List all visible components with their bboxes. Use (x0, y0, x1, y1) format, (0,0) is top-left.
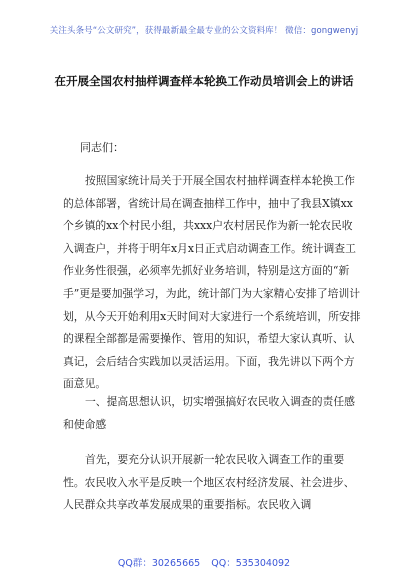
paragraph-1 (63, 170, 363, 396)
paragraph-2-text: 首先，要充分认识开展新一轮农民收入调查工作的重要性。农民收入水平是反映一个地区农村经济发展、社会进步、人民群众共享改革发展成果的重要指标。农民收入调 (63, 453, 355, 512)
paragraph-2 (63, 449, 363, 517)
footer-contact (0, 555, 408, 569)
footer-qq: QQ：535304092 (211, 558, 291, 569)
section-heading-1-text: 一、提高思想认识，切实增强搞好农民收入调查的责任感和使命感 (63, 395, 355, 431)
section-heading-1 (63, 391, 363, 436)
document-title: 在开展全国农村抽样调查样本轮换工作动员培训会上的讲话 (54, 74, 354, 88)
header-banner: 关注头条号“公文研究”，获得最新最全最专业的公文资料库！ 微信：gongwenyj (49, 26, 359, 36)
paragraph-1-text: 按照国家统计局关于开展全国农村抽样调查样本轮换工作的总体部署，省统计局在调查抽样工作中，抽中了我县X镇xx个乡镇的xx个村民小组，共xxx户农村居民作为新一轮农民收入调查户，并将于明年x月x日正式启动调查工作。统计调查工作业务性很强，必须率先抓好业务培训，特别是这方面的“新手”更是要加强学习，为此，统计部门为大家精心安排了培训计划，从今天开始利用x天时间对大家进行一个系统培训，所安排的课程全部都是需要操作、管用的知识，希望大家认真听、认真记，会后结合实践加以灵活运用。下面，我先讲以下两个方面意见。 (63, 174, 361, 391)
footer-qq-group: QQ群：30265665 (117, 558, 201, 569)
salutation: 同志们： (80, 141, 124, 154)
